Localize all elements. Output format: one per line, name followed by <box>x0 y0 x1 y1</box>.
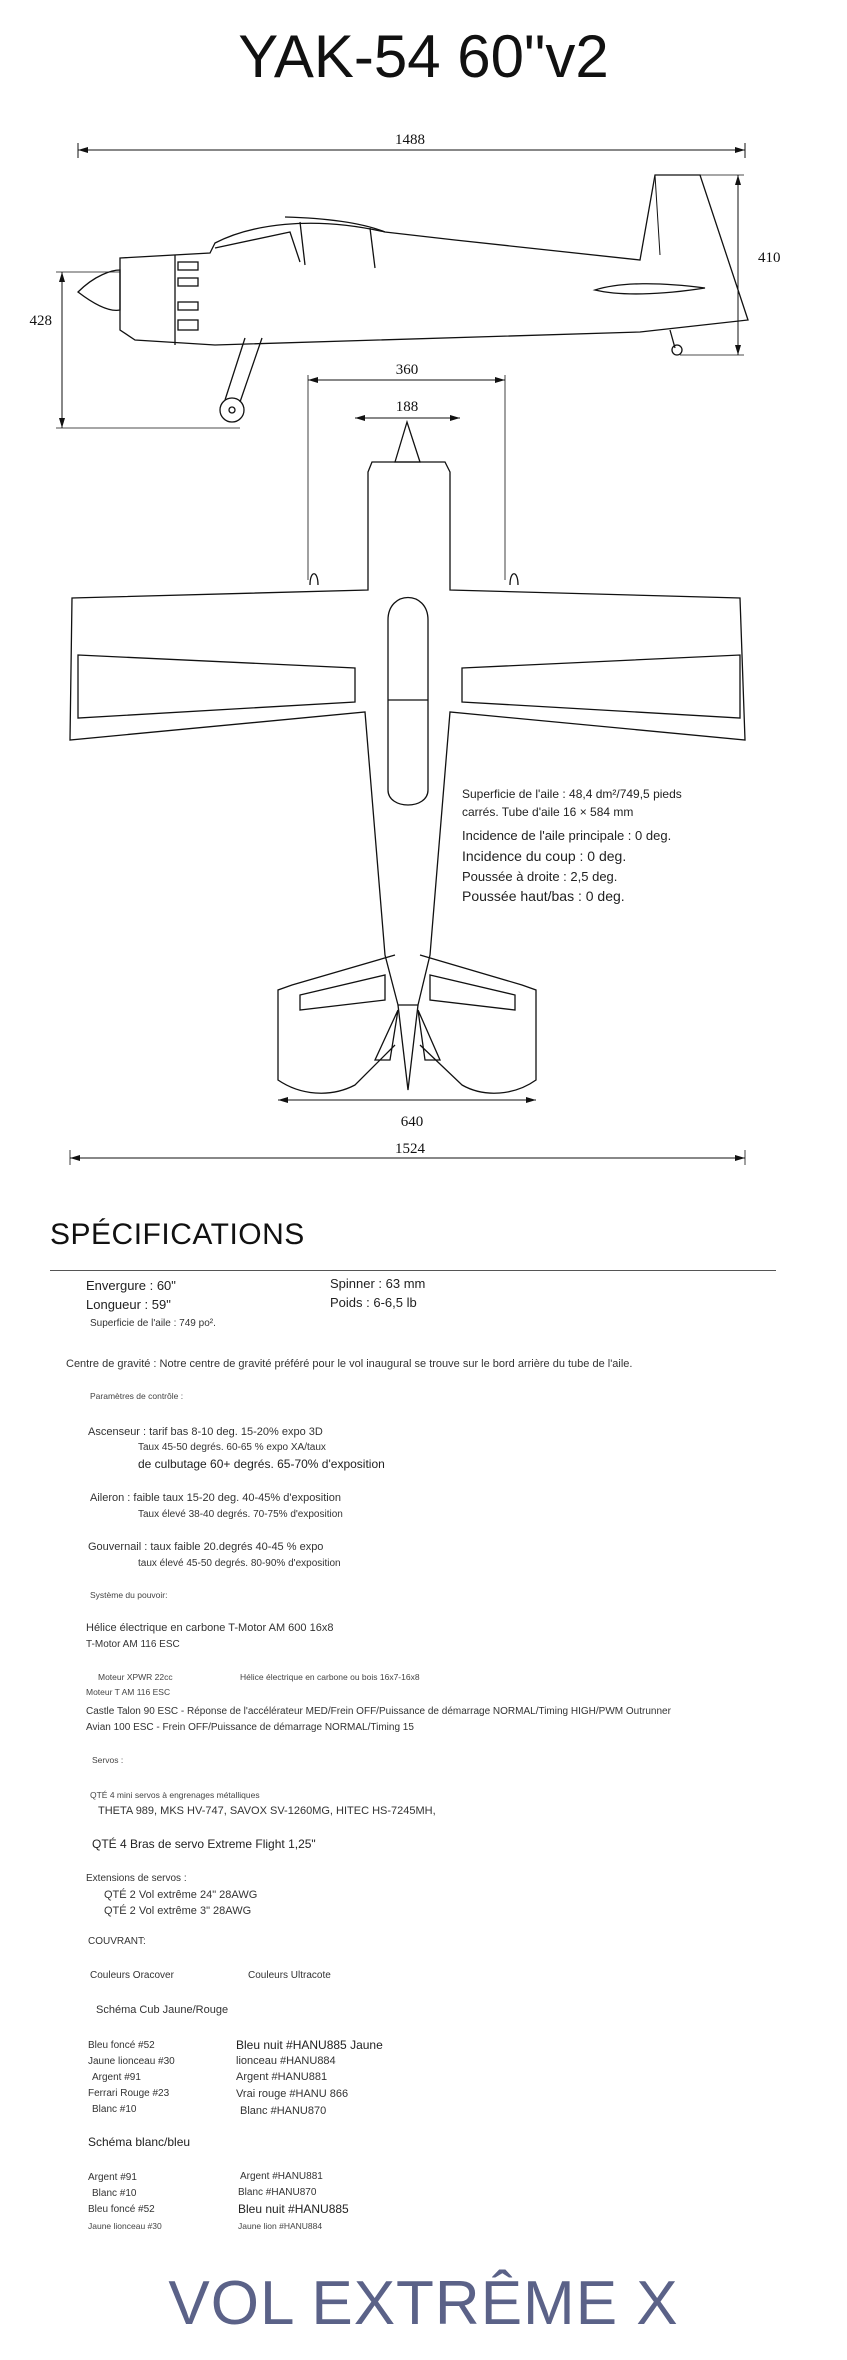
power-title: Système du pouvoir: <box>90 1590 168 1600</box>
tail-width-label: 640 <box>400 1114 424 1130</box>
extension-3: QTÉ 2 Vol extrême 3" 28AWG <box>104 1905 252 1917</box>
scheme2-ultra-item: Blanc #HANU870 <box>238 2187 317 2198</box>
spec-length: Longueur : 59" <box>86 1297 171 1312</box>
stab-span-label: 360 <box>395 362 419 378</box>
tail-height-dimension <box>680 175 744 355</box>
servos-type: QTÉ 4 mini servos à engrenages métalliques <box>90 1790 260 1800</box>
side-view <box>78 175 748 422</box>
height-label: 428 <box>29 313 52 329</box>
scheme1-ultra-item: Vrai rouge #HANU 866 <box>236 2088 349 2100</box>
scheme1-ora-item: Jaune lionceau #30 <box>88 2056 175 2067</box>
scheme2-ultra-item: Argent #HANU881 <box>240 2171 323 2182</box>
wingspan-label: 1524 <box>395 1141 425 1157</box>
esc-castle: Castle Talon 90 ESC - Réponse de l'accélérateur MED/Frein OFF/Puissance de démarrage NORMAL/Timing HIGH/PWM Outrunner <box>86 1706 671 1717</box>
nose-width-dimension <box>355 415 460 421</box>
motor-gas: Moteur XPWR 22cc <box>98 1672 173 1682</box>
motor-electric: T-Motor AM 116 ESC <box>86 1639 180 1650</box>
control-title: Paramètres de contrôle : <box>90 1391 184 1401</box>
oracover-title: Couleurs Oracover <box>90 1970 174 1981</box>
servo-arms: QTÉ 4 Bras de servo Extreme Flight 1,25" <box>92 1837 316 1851</box>
spec-cg: Centre de gravité : Notre centre de gravité préféré pour le vol inaugural se trouve sur le bord arrière du tube de l'aile. <box>66 1358 633 1370</box>
stab-incidence: Incidence du coup : 0 deg. <box>462 848 627 864</box>
scheme1-ora-item: Argent #91 <box>92 2072 141 2083</box>
nose-width-label: 188 <box>395 399 419 415</box>
specifications-heading: SPÉCIFICATIONS <box>50 1218 305 1251</box>
spec-wingspan: Envergure : 60" <box>86 1278 176 1293</box>
esc-avian: Avian 100 ESC - Frein OFF/Puissance de démarrage NORMAL/Timing 15 <box>86 1722 414 1733</box>
spec-weight: Poids : 6-6,5 lb <box>330 1295 417 1310</box>
wing-area: Superficie de l'aile : 48,4 dm²/749,5 pieds <box>462 787 682 801</box>
aileron-low: Aileron : faible taux 15-20 deg. 40-45% d'exposition <box>90 1492 341 1504</box>
servos-title: Servos : <box>92 1755 124 1765</box>
tail-height-label: 410 <box>758 250 781 266</box>
spec-spinner: Spinner : 63 mm <box>330 1276 426 1291</box>
right-thrust: Poussée à droite : 2,5 deg. <box>462 869 618 884</box>
scheme1-ultra-item: Blanc #HANU870 <box>240 2105 327 2117</box>
down-thrust: Poussée haut/bas : 0 deg. <box>462 888 625 904</box>
rudder-high: taux élevé 45-50 degrés. 80-90% d'exposition <box>138 1558 341 1569</box>
drawing-title: YAK-54 60"v2 <box>238 23 609 90</box>
servos-models: THETA 989, MKS HV-747, SAVOX SV-1260MG, HITEC HS-7245MH, <box>98 1805 436 1817</box>
scheme-white-blue-title: Schéma blanc/bleu <box>88 2135 191 2149</box>
motor-gas-esc: Moteur T AM 116 ESC <box>86 1687 171 1697</box>
scheme2-ora-item: Jaune lionceau #30 <box>88 2221 162 2231</box>
scheme1-ora-item: Bleu foncé #52 <box>88 2040 155 2051</box>
scheme-cub-title: Schéma Cub Jaune/Rouge <box>96 2004 229 2016</box>
extension-24: QTÉ 2 Vol extrême 24" 28AWG <box>104 1889 258 1901</box>
prop-electric: Hélice électrique en carbone T-Motor AM 600 16x8 <box>86 1622 334 1634</box>
wing-incidence: Incidence de l'aile principale : 0 deg. <box>462 828 672 843</box>
scheme1-ora-item: Blanc #10 <box>92 2104 137 2115</box>
tail-width-dimension <box>278 1097 536 1103</box>
scheme1-ora-item: Ferrari Rouge #23 <box>88 2088 170 2099</box>
scheme2-ora-item: Blanc #10 <box>92 2188 137 2199</box>
scheme2-ora-item: Bleu foncé #52 <box>88 2204 155 2215</box>
scheme2-ora-item: Argent #91 <box>88 2172 137 2183</box>
elevator-tumble: de culbutage 60+ degrés. 65-70% d'exposition <box>138 1457 385 1471</box>
extensions-title: Extensions de servos : <box>86 1873 187 1884</box>
aileron-high: Taux élevé 38-40 degrés. 70-75% d'exposition <box>138 1509 343 1520</box>
scheme1-ultra-item: Argent #HANU881 <box>236 2071 328 2083</box>
wing-tube: carrés. Tube d'aile 16 × 584 mm <box>462 805 634 819</box>
scheme1-ultra-item: Bleu nuit #HANU885 Jaune <box>236 2038 383 2052</box>
length-label: 1488 <box>395 132 425 148</box>
top-view <box>70 422 745 1093</box>
elevator-low: Ascenseur : tarif bas 8-10 deg. 15-20% expo 3D <box>88 1426 323 1438</box>
scheme2-ultra-item: Bleu nuit #HANU885 <box>238 2202 349 2216</box>
heading-divider <box>50 1270 776 1271</box>
spec-wing-area: Superficie de l'aile : 749 po². <box>90 1318 216 1329</box>
brand-logo: VOL EXTRÊME X <box>168 2269 679 2338</box>
elevator-high: Taux 45-50 degrés. 60-65 % expo XA/taux <box>138 1442 326 1453</box>
covering-title: COUVRANT: <box>88 1936 146 1947</box>
ultracote-title: Couleurs Ultracote <box>248 1970 331 1981</box>
rudder-low: Gouvernail : taux faible 20.degrés 40-45 % expo <box>88 1541 324 1553</box>
scheme2-ultra-item: Jaune lion #HANU884 <box>238 2221 323 2231</box>
scheme1-ultra-item: lionceau #HANU884 <box>236 2055 336 2067</box>
prop-gas: Hélice électrique en carbone ou bois 16x7-16x8 <box>240 1672 420 1682</box>
